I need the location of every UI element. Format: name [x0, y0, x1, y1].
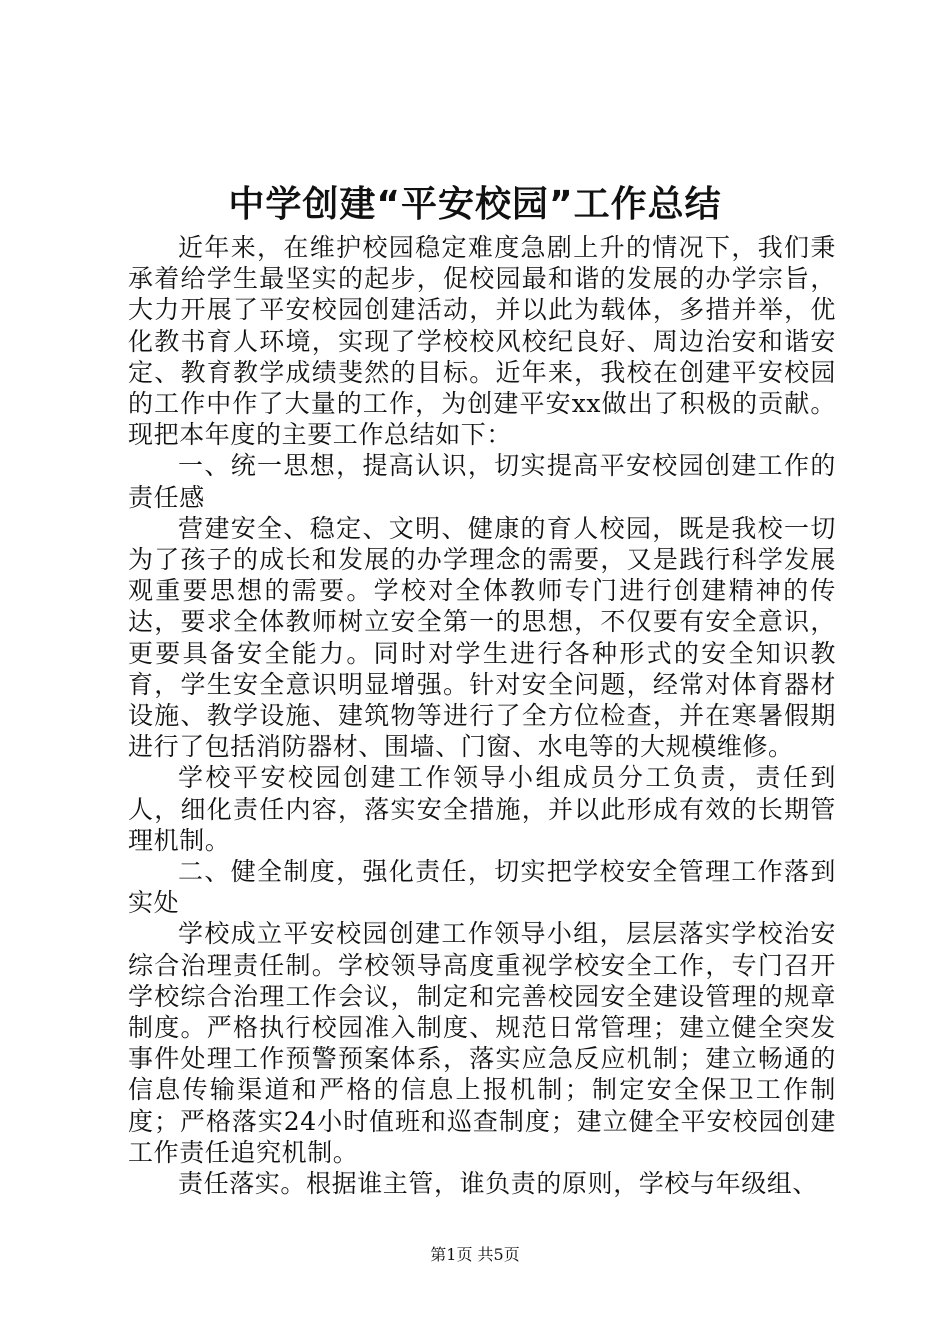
paragraph-section2-body: 学校成立平安校园创建工作领导小组，层层落实学校治安综合治理责任制。学校领导高度重视学校安全工作，专门召开学校综合治理工作会议，制定和完善校园安全建设管理的规章制度。严格执行校园准入制度、规范日常管理；建立健全突发事件处理工作预警预案体系，落实应急反应机制；建立畅通的信息传输渠道和严格的信息上报机制；制定安全保卫工作制度；严格落实24小时值班和巡查制度；建立健全平安校园创建工作责任追究机制。: [128, 919, 836, 1167]
section-heading-1: 一、统一思想，提高认识，切实提高平安校园创建工作的责任感: [128, 451, 836, 512]
paragraph-section1-leadership: 学校平安校园创建工作领导小组成员分工负责，责任到人，细化责任内容，落实安全措施，并以此形成有效的长期管理机制。: [128, 763, 836, 855]
page-number-footer: 第1页 共5页: [430, 1245, 520, 1264]
paragraph-section1-body: 营建安全、稳定、文明、健康的育人校园，既是我校一切为了孩子的成长和发展的办学理念的需要，又是践行科学发展观重要思想的需要。学校对全体教师专门进行创建精神的传达，要求全体教师树立安全第一的思想，不仅要有安全意识，更要具备安全能力。同时对学生进行各种形式的安全知识教育，学生安全意识明显增强。针对安全问题，经常对体育器材设施、教学设施、建筑物等进行了全方位检查，并在寒暑假期进行了包括消防器材、围墙、门窗、水电等的大规模维修。: [128, 513, 836, 762]
section-heading-2: 二、健全制度，强化责任，切实把学校安全管理工作落到实处: [128, 857, 836, 918]
paragraph-responsibility: 责任落实。根据谁主管，谁负责的原则，学校与年级组、: [178, 1169, 819, 1199]
paragraph-intro: 近年来，在维护校园稳定难度急剧上升的情况下，我们秉承着给学生最坚实的起步，促校园最和谐的发展的办学宗旨，大力开展了平安校园创建活动，并以此为载体，多措并举，优化教书育人环境，实现了学校校风校纪良好、周边治安和谐安定、教育教学成绩斐然的目标。近年来，我校在创建平安校园的工作中作了大量的工作，为创建平安xx做出了积极的贡献。现把本年度的主要工作总结如下：: [128, 233, 836, 450]
document-body: [128, 232, 836, 1199]
document-title: 中学创建“平安校园”工作总结: [228, 184, 722, 225]
